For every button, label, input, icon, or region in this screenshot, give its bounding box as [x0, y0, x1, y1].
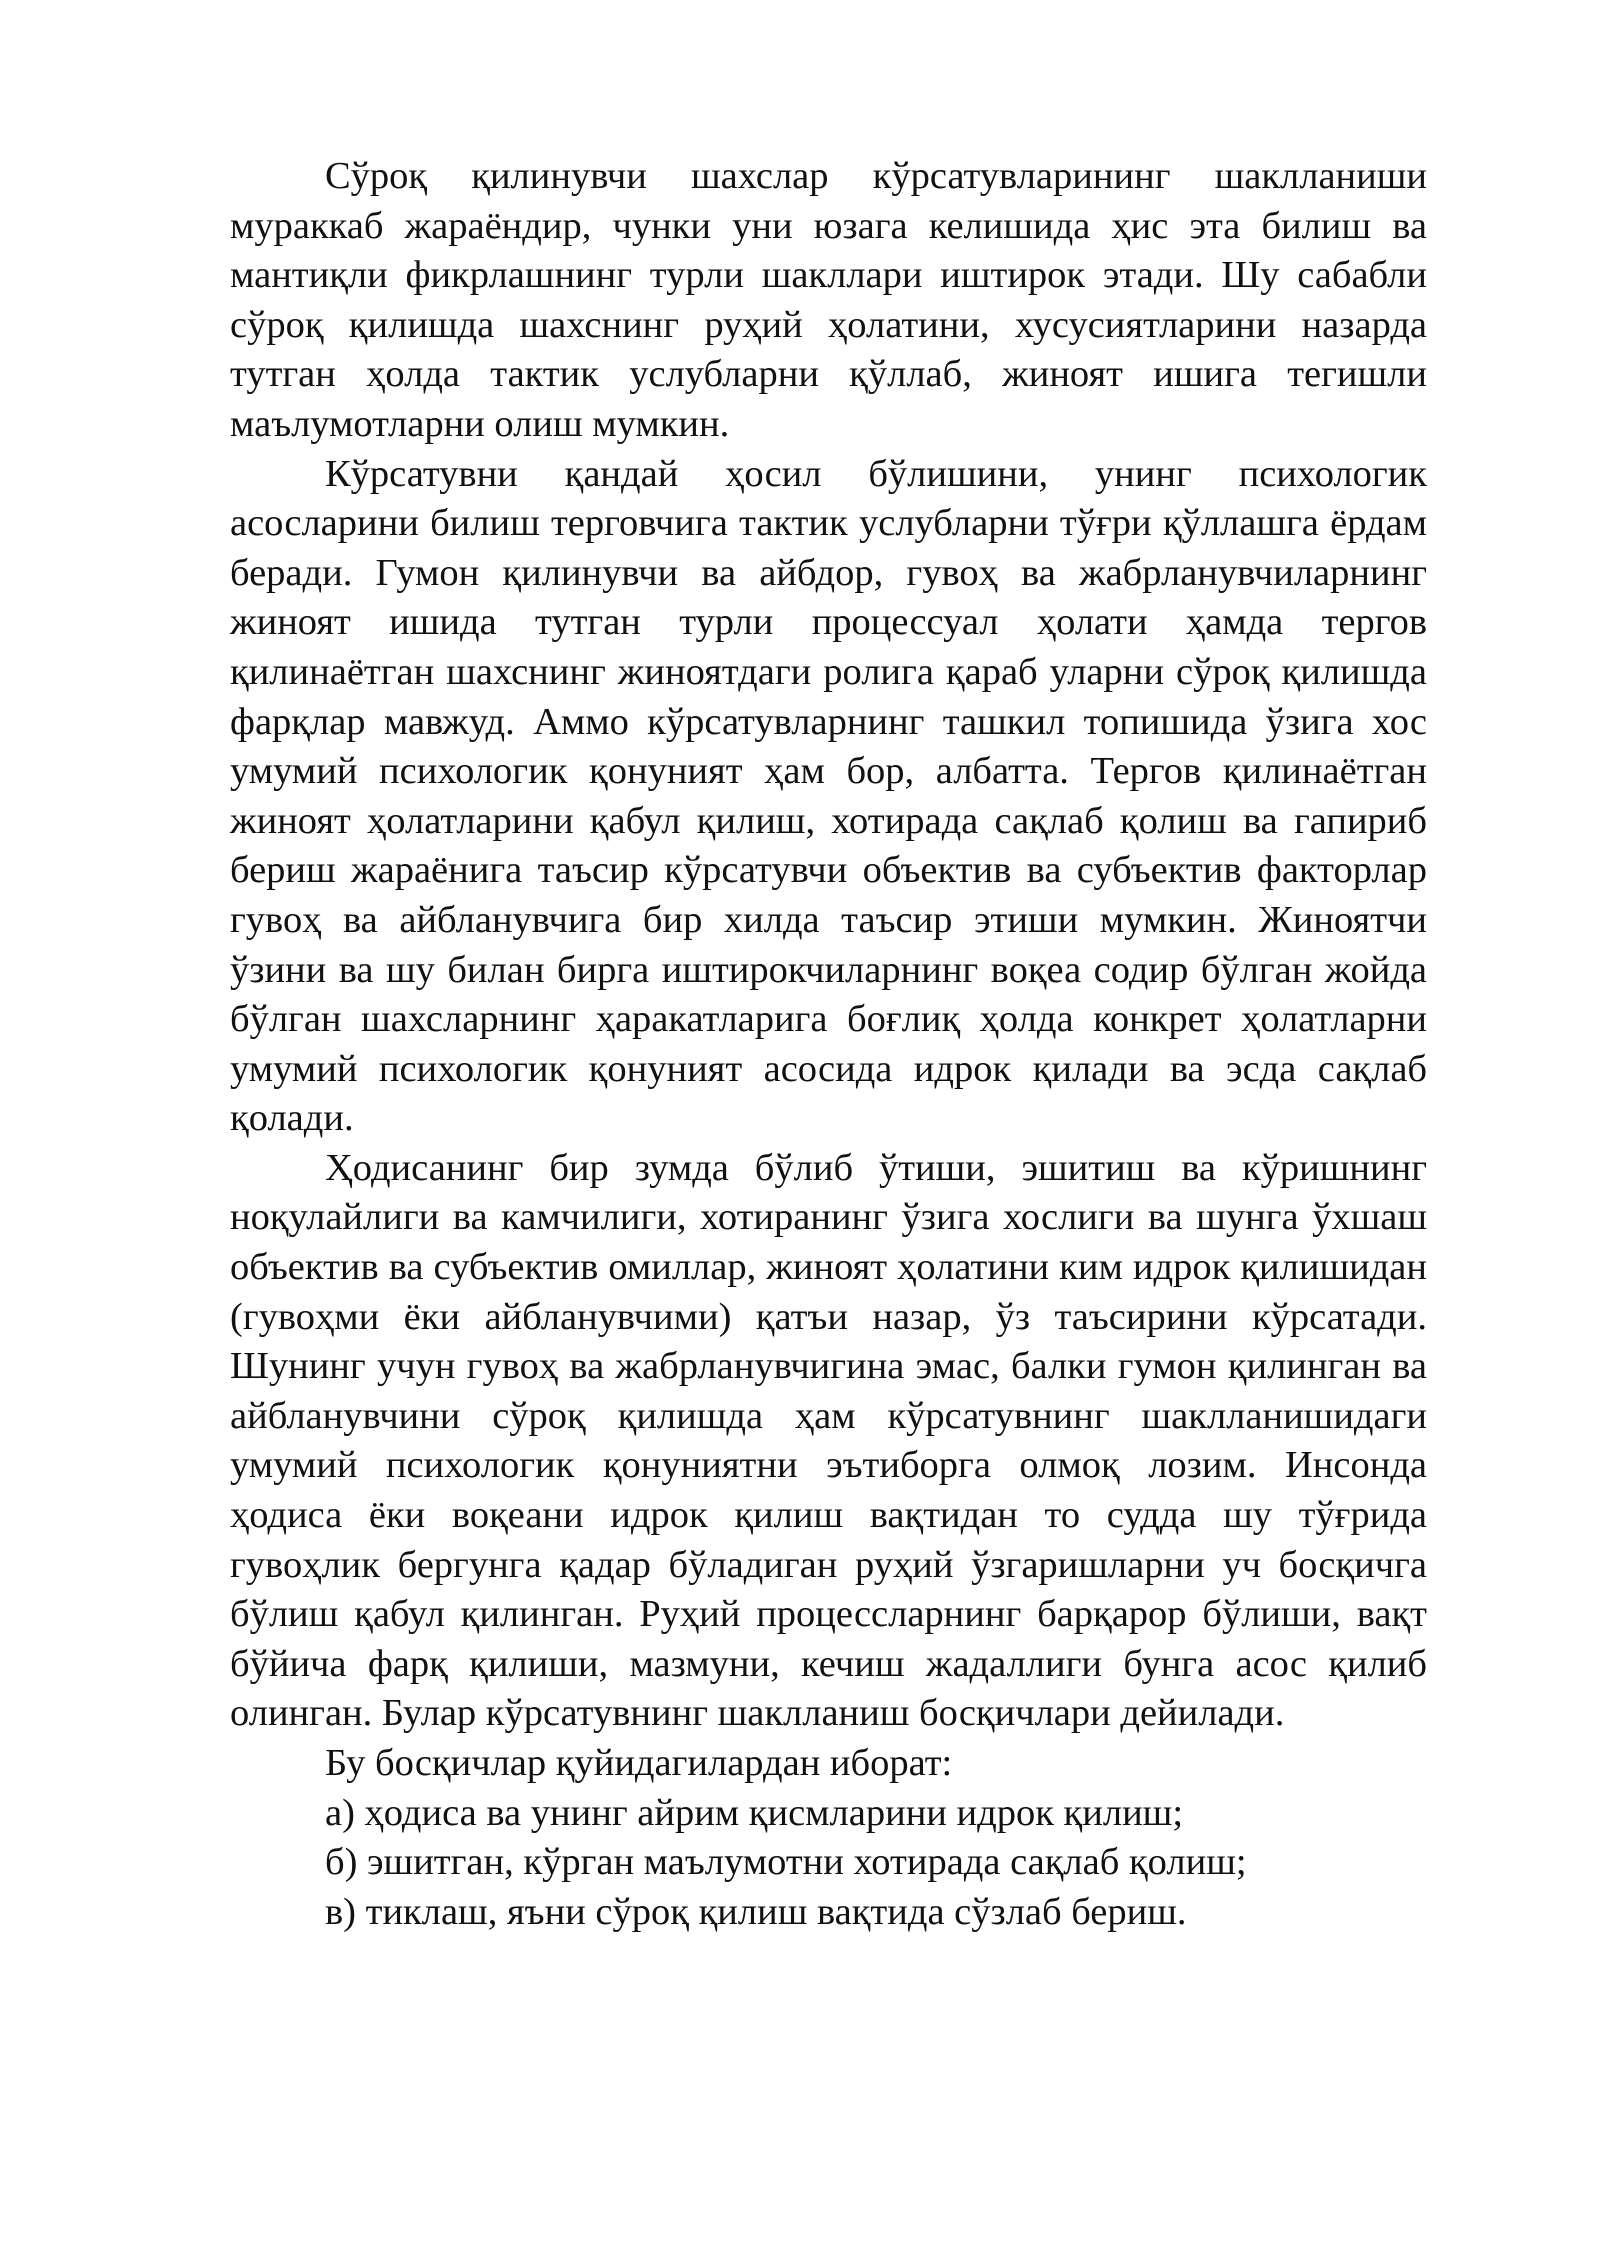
list-item-c: в) тиклаш, яъни сўроқ қилиш вақтида сўзлаб бериш. [325, 1890, 1187, 1933]
document-body [230, 152, 1427, 1937]
paragraph-3: Ҳодисанинг бир зумда бўлиб ўтиши, эшитиш ва кўришнинг ноқулайлиги ва камчилиги, хотиранинг ўзига хослиги ва шунга ўхшаш объектив ва субъектив омиллар, жиноят ҳолатини ким идрок қилишидан (гувоҳми ёки айбланувчими) қатъи назар, ўз таъсирини кўрсатади. Шунинг учун гувоҳ ва жабрланувчигина эмас, балки гумон қилинган ва айбланувчини сўроқ қилишда ҳам кўрсатувнинг шаклланишидаги умумий психологик қонуниятни эътиборга олмоқ лозим. Инсонда ҳодиса ёки воқеани идрок қилиш вақтидан то судда шу тўғрида гувоҳлик бергунга қадар бўладиган руҳий ўзгаришларни уч босқичга бўлиш қабул қилинган. Руҳий процессларнинг барқарор бўлиши, вақт бўйича фарқ қилиши, мазмуни, кечиш жадаллиги бунга асос қилиб олинган. Булар кўрсатувнинг шаклланиш босқичлари дейилади. [230, 1146, 1427, 1735]
list-item-a: а) ҳодиса ва унинг айрим қисмларини идрок қилиш; [325, 1791, 1184, 1834]
paragraph-2: Кўрсатувни қандай ҳосил бўлишини, унинг психологик асосларини билиш терговчига тактик услубларни тўғри қўллашга ёрдам беради. Гумон қилинувчи ва айбдор, гувоҳ ва жабрланувчиларнинг жиноят ишида тутган турли процессуал ҳолати ҳамда тергов қилинаётган шахснинг жиноятдаги ролига қараб уларни сўроқ қилишда фарқлар мавжуд. Аммо кўрсатувларнинг ташкил топишида ўзига хос умумий психологик қонуният ҳам бор, албатта. Тергов қилинаётган жиноят ҳолатларини қабул қилиш, хотирада сақлаб қолиш ва гапириб бериш жараёнига таъсир кўрсатувчи объектив ва субъектив факторлар гувоҳ ва айбланувчига бир хилда таъсир этиши мумкин. Жиноятчи ўзини ва шу билан бирга иштирокчиларнинг воқеа содир бўлган жойда бўлган шахсларнинг ҳаракатларига боғлиқ ҳолда конкрет ҳолатларни умумий психологик қонуният асосида идрок қилади ва эсда сақлаб қолади. [230, 452, 1427, 1140]
paragraph-1: Сўроқ қилинувчи шахслар кўрсатувларининг шаклланиши мураккаб жараёндир, чунки уни юзага келишида ҳис эта билиш ва мантиқли фикрлашнинг турли шакллари иштирок этади. Шу сабабли сўроқ қилишда шахснинг руҳий ҳолатини, хусусиятларини назарда тутган ҳолда тактик услубларни қўллаб, жиноят ишига тегишли маълумотларни олиш мумкин. [230, 155, 1427, 445]
list-intro: Бу босқичлар қуйидагилардан иборат: [325, 1742, 953, 1784]
list-item-b: б) эшитган, кўрган маълумотни хотирада сақлаб қолиш; [325, 1841, 1247, 1884]
